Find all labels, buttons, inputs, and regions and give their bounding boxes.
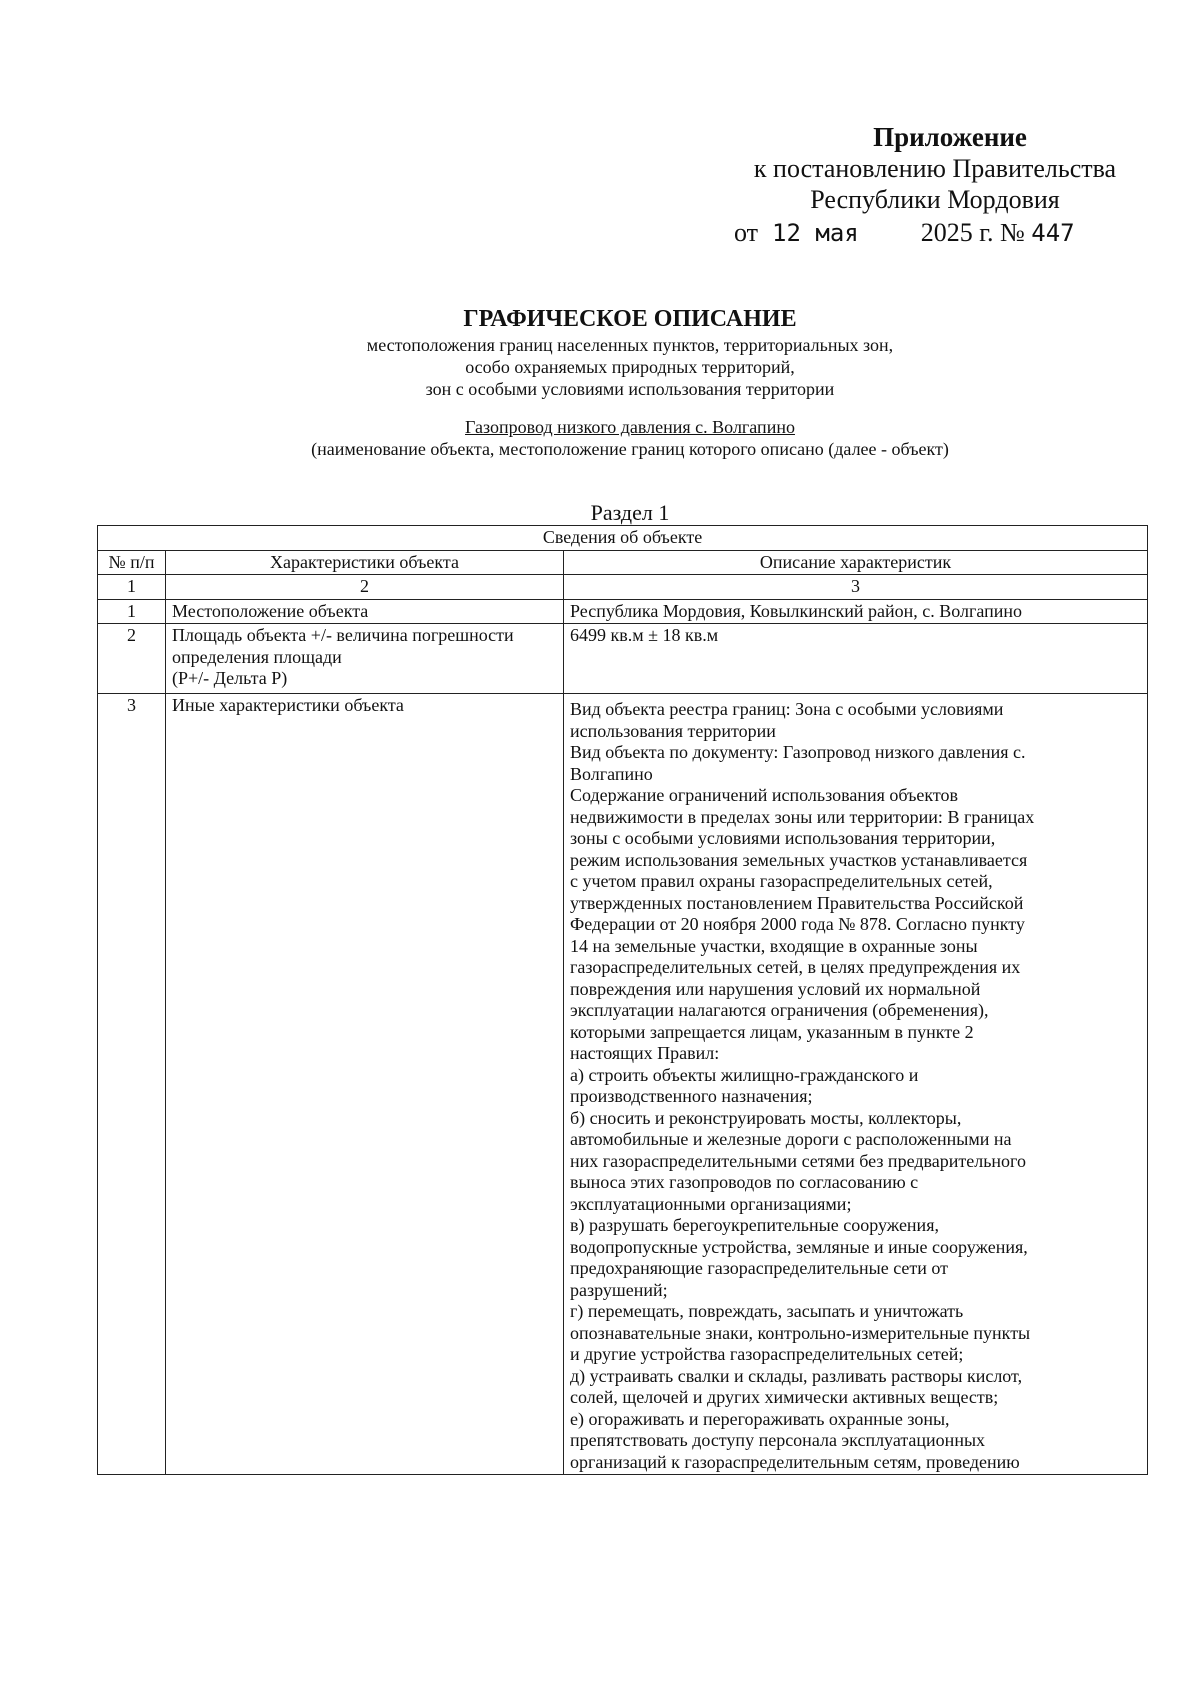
document-subtitle-1: местоположения границ населенных пунктов, территориальных зон, <box>366 335 894 355</box>
row-desc-line: препятствовать доступу персонала эксплуатационных <box>570 1430 986 1450</box>
object-name: Газопровод низкого давления с. Волгапино <box>465 417 795 437</box>
row-desc-line: Федерации от 20 ноября 2000 года № 878. Согласно пункту <box>570 914 1025 934</box>
row-desc-line: выноса этих газопроводов по согласованию с <box>570 1172 919 1192</box>
document-title: ГРАФИЧЕСКОЕ ОПИСАНИЕ <box>463 306 797 332</box>
row-desc-line: зоны с особыми условиями использования территории, <box>570 828 996 848</box>
table-row <box>98 694 1148 1475</box>
row-desc-line: 14 на земельные участки, входящие в охранные зоны <box>570 935 978 956</box>
row-desc-line: организаций к газораспределительным сетям, проведению <box>570 1451 1020 1472</box>
colnum-3: 3 <box>564 575 1148 600</box>
row-num: 3 <box>98 694 166 1475</box>
row-desc-line: д) устраивать свалки и склады, разливать растворы кислот, <box>570 1365 1023 1386</box>
header-description: Описание характеристик <box>564 550 1148 575</box>
object-name-note: (наименование объекта, местоположение границ которого описано (далее - объект) <box>311 439 949 459</box>
row-desc-line: газораспределительных сетей, в целях предупреждения их <box>570 957 1021 977</box>
table-header-row <box>98 550 1148 575</box>
row-desc <box>564 599 1148 624</box>
appendix-title: Приложение <box>873 122 1027 152</box>
row-name-line: Площадь объекта +/- величина погрешности <box>172 625 514 645</box>
row-name-line: (Р+/- Дельта Р) <box>172 668 288 688</box>
document-subtitle-2: особо охраняемых природных территорий, <box>465 357 795 377</box>
row-name <box>166 694 564 1475</box>
row-desc-line: Вид объекта реестра границ: Зона с особыми условиями <box>570 699 1004 719</box>
header-characteristics: Характеристики объекта <box>166 550 564 575</box>
row-desc-line: разрушений; <box>570 1279 668 1300</box>
document-heading <box>200 304 1060 460</box>
section-label: Раздел 1 <box>590 500 670 525</box>
date-day-month: 12 мая <box>772 219 859 247</box>
row-desc-line: эксплуатационными организациями; <box>570 1193 852 1214</box>
table-row <box>98 599 1148 624</box>
row-desc-line: б) сносить и реконструировать мосты, коллекторы, <box>570 1107 962 1128</box>
row-desc-line: использования территории <box>570 720 776 741</box>
row-desc-line: а) строить объекты жилищно-гражданского и <box>570 1064 919 1085</box>
row-desc-line: г) перемещать, повреждать, засыпать и уничтожать <box>570 1301 964 1321</box>
appendix-line-1: к постановлению Правительства <box>753 154 1117 183</box>
colnum-2: 2 <box>166 575 564 600</box>
row-desc-line: в) разрушать берегоукрепительные сооружения, <box>570 1215 939 1235</box>
row-desc-line: автомобильные и железные дороги с расположенными на <box>570 1129 1012 1149</box>
table-colnum-row <box>98 575 1148 600</box>
row-desc-line: Вид объекта по документу: Газопровод низкого давления с. <box>570 742 1026 762</box>
row-desc-long <box>564 694 1148 1475</box>
row-desc-line: Волгапино <box>570 763 653 784</box>
row-desc-line: эксплуатации налагаются ограничения (обременения), <box>570 1000 989 1020</box>
row-desc-line: е) огораживать и перегораживать охранные зоны, <box>570 1408 950 1429</box>
row-name <box>166 599 564 624</box>
row-desc-line: недвижимости в пределах зоны или территории: В границах <box>570 806 1035 827</box>
row-desc-line: солей, щелочей и других химически активных веществ; <box>570 1387 999 1407</box>
row-desc-line: них газораспределительными сетями без предварительного <box>570 1150 1026 1171</box>
table-caption-row <box>98 526 1148 551</box>
row-desc-line: производственного назначения; <box>570 1086 813 1106</box>
header-num: № п/п <box>98 550 166 575</box>
row-desc-line: и другие устройства газораспределительных сетей; <box>570 1344 964 1364</box>
row-desc-line: водопропускные устройства, земляные и иные сооружения, <box>570 1236 1028 1257</box>
appendix-block <box>730 122 1140 249</box>
document-subtitle-3: зон с особыми условиями использования территории <box>425 379 835 399</box>
row-num: 2 <box>98 624 166 694</box>
colnum-1: 1 <box>98 575 166 600</box>
row-desc-line: которыми запрещается лицам, указанным в пункте 2 <box>570 1021 974 1042</box>
table-row <box>98 624 1148 694</box>
row-num: 1 <box>98 599 166 624</box>
row-desc-line: повреждения или нарушения условий их нормальной <box>570 978 981 999</box>
row-desc-line: 6499 кв.м ± 18 кв.м <box>570 625 719 645</box>
row-desc-line: режим использования земельных участков устанавливается <box>570 849 1028 870</box>
row-desc-line: с учетом правил охраны газораспределительных сетей, <box>570 871 993 891</box>
row-desc-line: предохраняющие газораспределительные сети от <box>570 1258 949 1278</box>
appendix-line-2: Республики Мордовия <box>810 185 1060 214</box>
row-desc-line: настоящих Правил: <box>570 1043 720 1063</box>
row-desc-line: Содержание ограничений использования объектов <box>570 785 959 805</box>
row-name-line: определения площади <box>172 646 342 667</box>
row-desc-line: опознавательные знаки, контрольно-измерительные пункты <box>570 1322 1031 1343</box>
row-desc-line: утвержденных постановлением Правительства Российской <box>570 892 1024 913</box>
appendix-date-line <box>730 217 1140 249</box>
row-desc <box>564 624 1148 694</box>
date-year: 2025 г. № <box>920 218 1025 247</box>
row-name-line: Местоположение объекта <box>172 600 369 621</box>
row-name-line: Иные характеристики объекта <box>172 695 404 715</box>
date-prefix: от <box>734 218 759 247</box>
row-name <box>166 624 564 694</box>
object-info-table <box>97 525 1148 1475</box>
decree-number: 447 <box>1031 219 1075 247</box>
table-caption: Сведения об объекте <box>98 526 1148 551</box>
row-desc-line: Республика Мордовия, Ковылкинский район, с. Волгапино <box>570 600 1022 621</box>
